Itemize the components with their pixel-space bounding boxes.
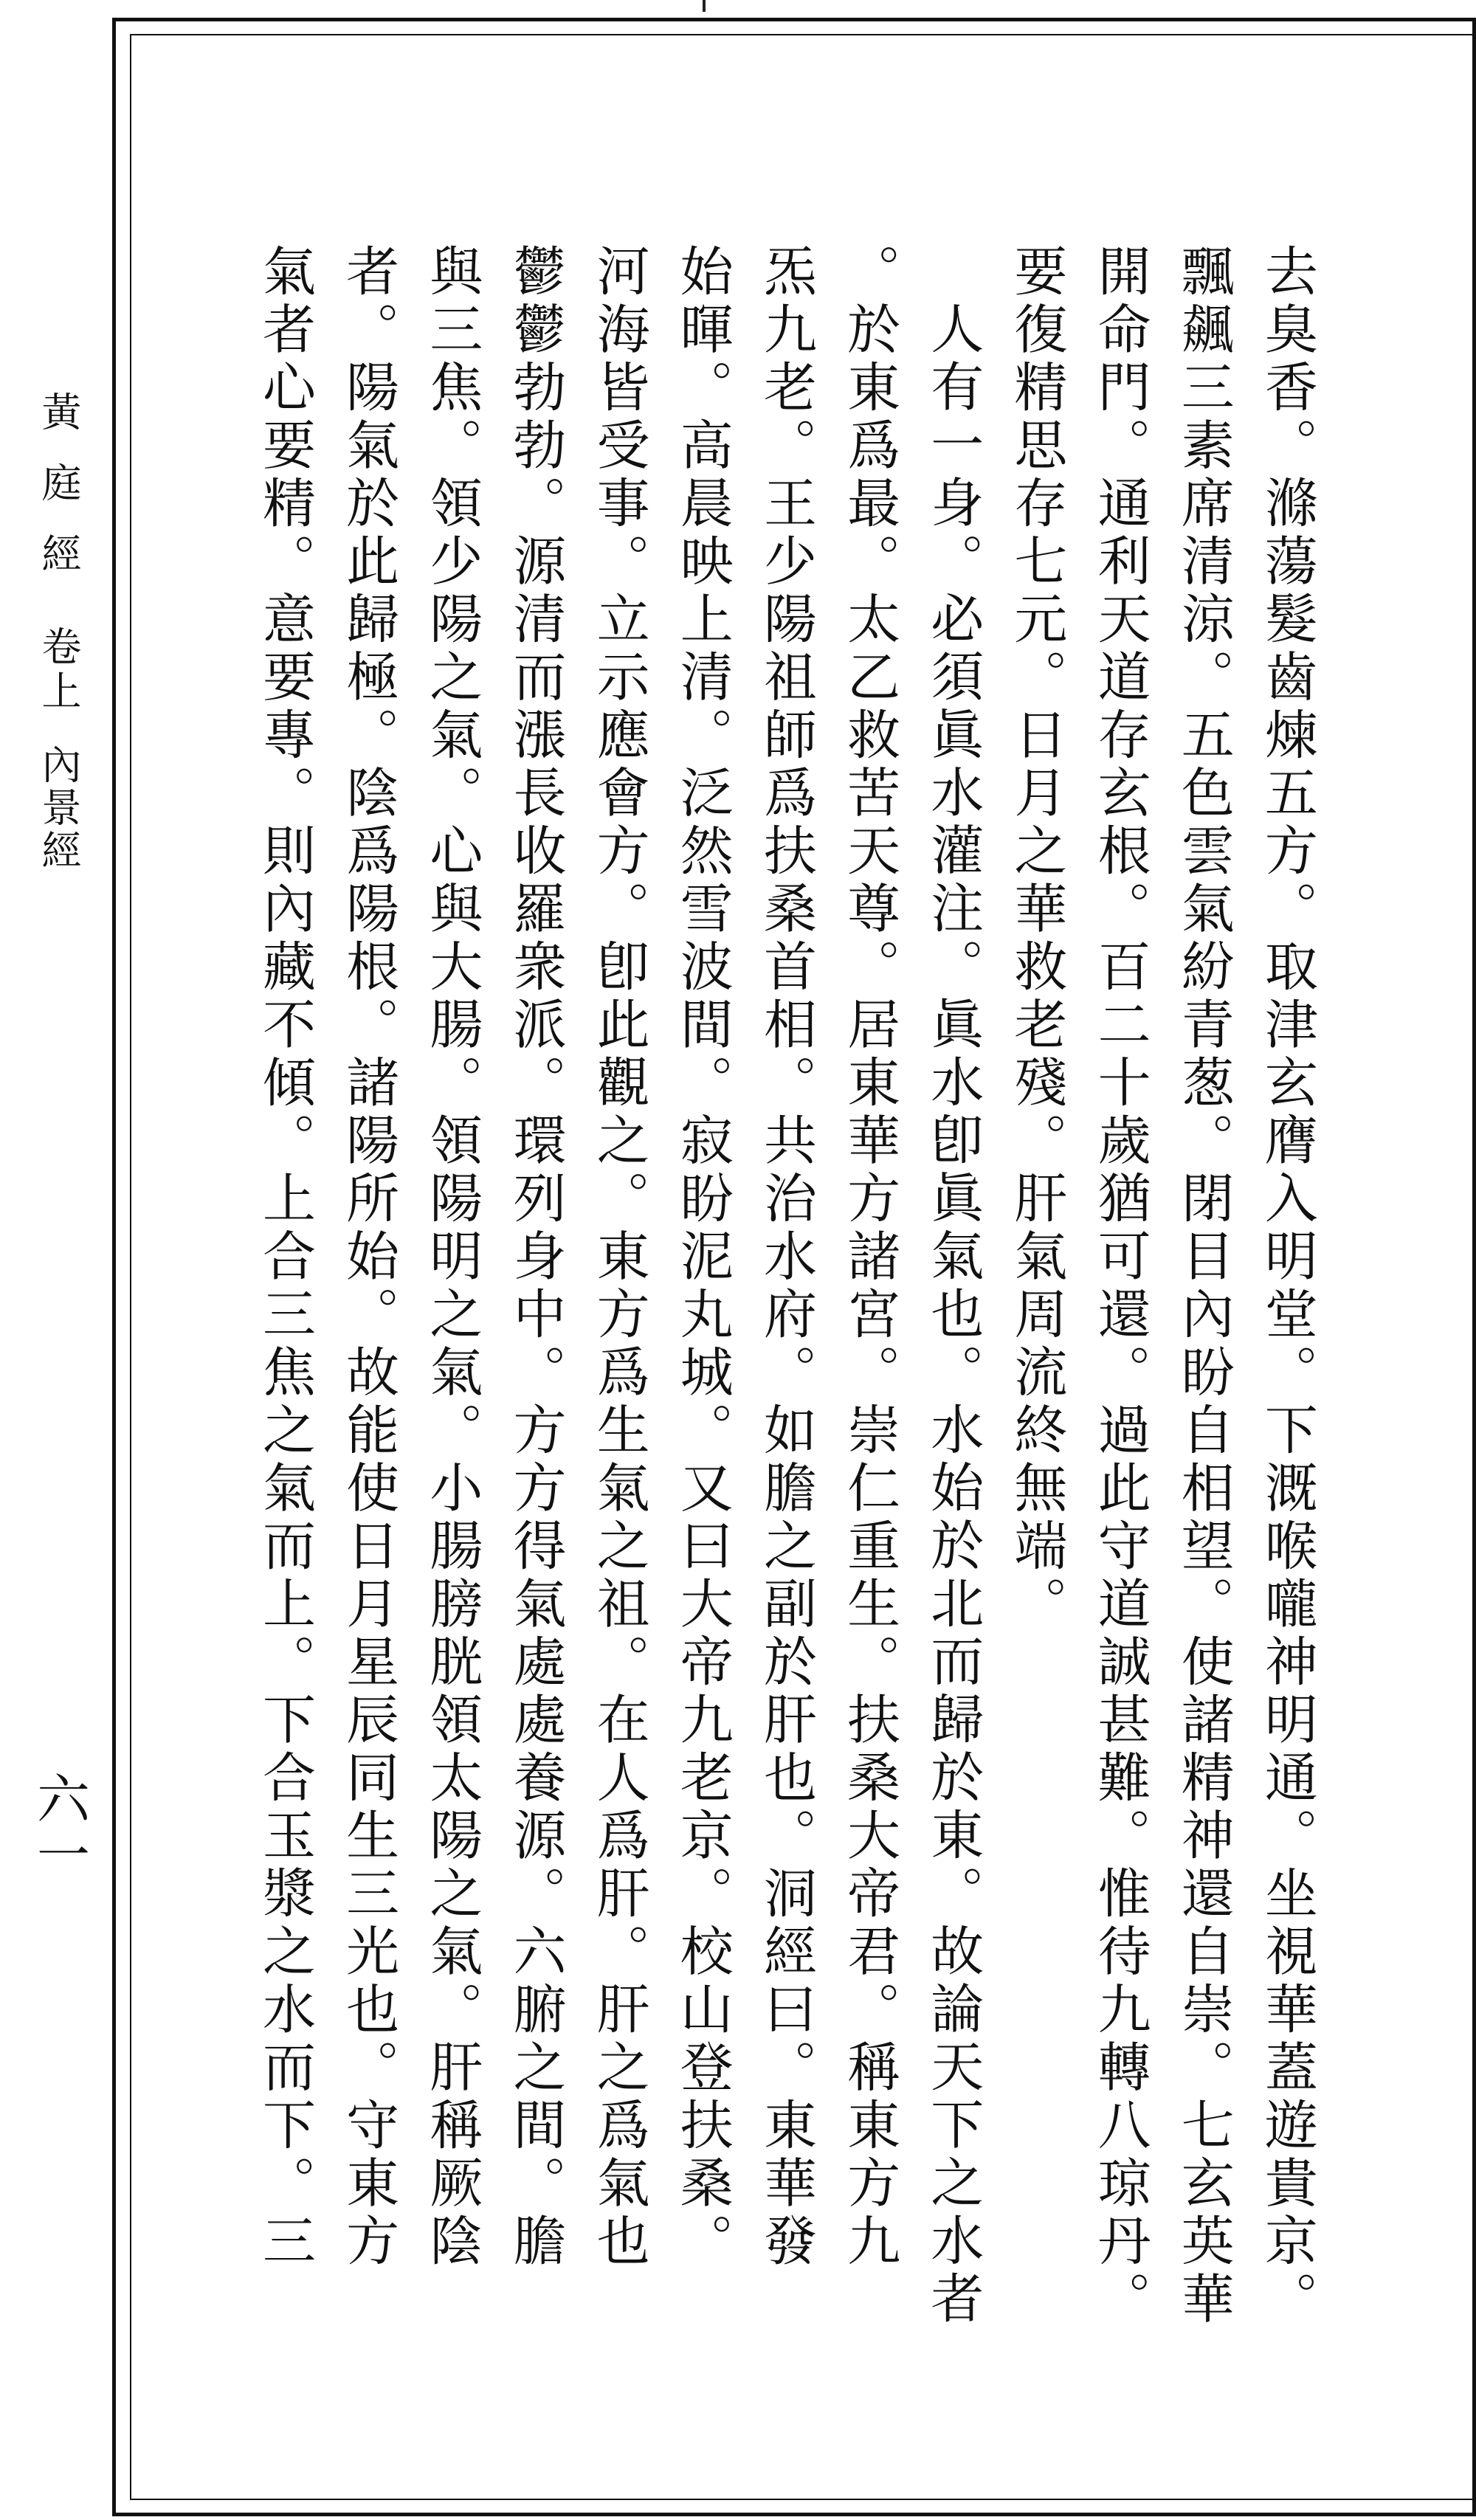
text-column: 飄飆三素席清涼。五色雲氣紛青葱。閉目內盼自相望。使諸精神還自崇。七玄英華 xyxy=(1172,244,1235,2329)
text-column: 與三焦。領少陽之氣。心與大腸。領陽明之氣。小腸膀胱領太陽之氣。肝稱厥陰 xyxy=(421,244,483,2271)
text-column: 炁九老。王少陽祖師爲扶桑首相。共治水府。如膽之副於肝也。洞經曰。東華發 xyxy=(754,244,817,2271)
text-column: 要復精思存七元。日月之華救老殘。肝氣周流終無端。 xyxy=(1005,244,1068,1634)
book-title: 黃庭經 xyxy=(35,391,82,604)
text-body xyxy=(251,244,1318,2487)
text-column: 河海皆受事。立示應會方。卽此觀之。東方爲生氣之祖。在人爲肝。肝之爲氣也 xyxy=(587,244,650,2271)
text-column: 人有一身。必須眞水灌注。眞水卽眞氣也。水始於北而歸於東。故論天下之水者 xyxy=(922,301,984,2329)
text-column: 去臭香。滌蕩髮齒煉五方。取津玄膺入明堂。下溉喉嚨神明通。坐視華蓋遊貴京。 xyxy=(1255,244,1318,2329)
page-number: 六一 xyxy=(28,1771,90,1883)
text-column: 氣者心要精。意要專。則內藏不傾。上合三焦之氣而上。下合玉漿之水而下。三 xyxy=(254,244,316,2271)
text-column: 開命門。通利天道存玄根。百二十歲猶可還。過此守道誠甚難。惟待九轉八琼丹。 xyxy=(1089,244,1151,2329)
text-column: 者。陽氣於此歸極。陰爲陽根。諸陽所始。故能使日月星辰同生三光也。守東方 xyxy=(337,244,400,2271)
text-column: 鬱鬱勃勃。源清而漲長收羅衆派。環列身中。方方得氣處處養源。六腑之間。膽 xyxy=(504,244,567,2271)
top-edge-mark xyxy=(703,0,706,12)
margin-header xyxy=(35,391,82,872)
section-label: 內景經 xyxy=(35,744,82,872)
text-column: 始暉。高晨映上清。泛然雪波間。寂盼泥丸城。又曰大帝九老京。校山登扶桑。 xyxy=(671,244,734,2271)
volume-label: 卷上 xyxy=(35,626,82,714)
text-column: 。於東爲最。太乙救苦天尊。居東華方諸宮。崇仁重生。扶桑大帝君。稱東方九 xyxy=(838,244,901,2271)
